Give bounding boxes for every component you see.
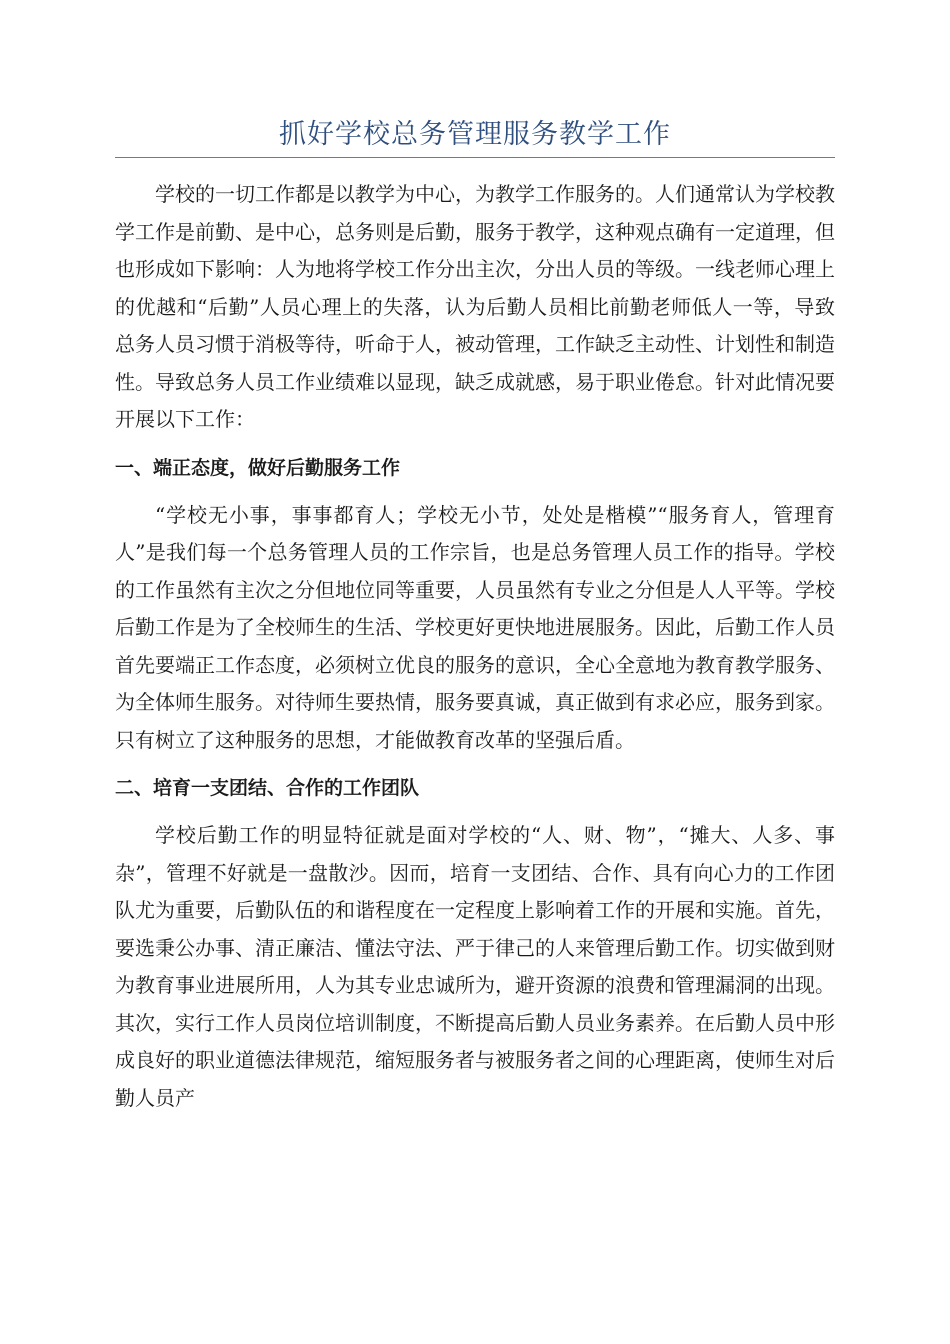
intro-paragraph: 学校的一切工作都是以教学为中心，为教学工作服务的。人们通常认为学校教学工作是前勤、是中心，总务则是后勤，服务于教学，这种观点确有一定道理，但也形成如下影响：人为地将学校工作分出主次，分出人员的等级。一线老师心理上的优越和“后勤”人员心理上的失落，认为后勤人员相比前勤老师低人一等，导致总务人员习惯于消极等待，听命于人，被动管理，工作缺乏主动性、计划性和制造性。导致总务人员工作业绩难以显现，缺乏成就感，易于职业倦怠。针对此情况要开展以下工作： [115,182,835,431]
section-heading-1: 一、端正态度，做好后勤服务工作 [115,456,401,479]
section-heading-2: 二、培育一支团结、合作的工作团队 [115,777,420,799]
section-body-1: “学校无小事，事事都育人；学校无小节，处处是楷模”“服务育人，管理育人”是我们每一个总务管理人员的工作宗旨，也是总务管理人员工作的指导。学校的工作虽然有主次之分但地位同等重要，人员虽然有专业之分但是人人平等。学校后勤工作是为了全校师生的生活、学校更好更快地进展服务。因此，后勤工作人员首先要端正工作态度，必须树立优良的服务的意识，全心全意地为教育教学服务、为全体师生服务。对待师生要热情，服务要真诚，真正做到有求必应，服务到家。只有树立了这种服务的思想，才能做教育改革的坚强后盾。 [115,502,835,752]
document-page [115,112,835,1117]
section-body-2: 学校后勤工作的明显特征就是面对学校的“人、财、物”，“摊大、人多、事杂”，管理不好就是一盘散沙。因而，培育一支团结、合作、具有向心力的工作团队尤为重要，后勤队伍的和谐程度在一定程度上影响着工作的开展和实施。首先，要选秉公办事、清正廉洁、懂法守法、严于律己的人来管理后勤工作。切实做到财为教育事业进展所用，人为其专业忠诚所为，避开资源的浪费和管理漏洞的出现。其次，实行工作人员岗位培训制度，不断提高后勤人员业务素养。在后勤人员中形成良好的职业道德法律规范，缩短服务者与被服务者之间的心理距离，使师生对后勤人员产 [115,823,835,1110]
document-title: 抓好学校总务管理服务教学工作 [115,112,835,158]
